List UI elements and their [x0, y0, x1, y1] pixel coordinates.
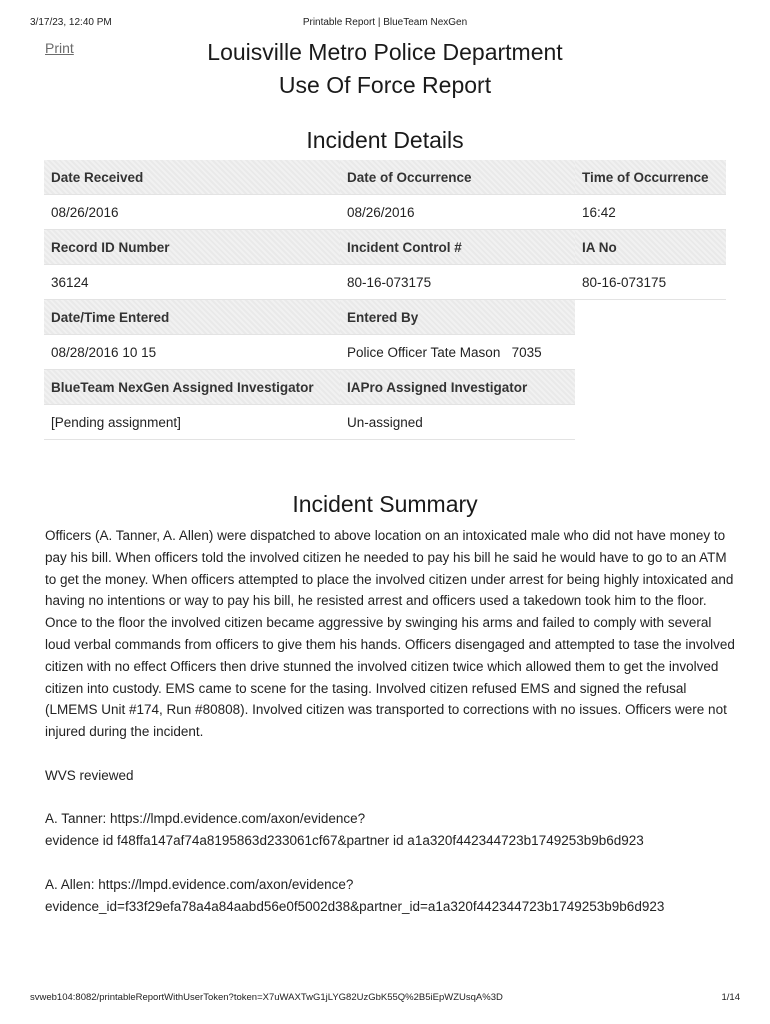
details-label-row — [44, 230, 726, 265]
empty-cell — [575, 405, 726, 440]
print-footer — [30, 992, 740, 1006]
print-url: svweb104:8082/printableReportWithUserToken?token=X7uWAXTwG1jLYG82UzGbK55Q%2B5iEpWZUsqA%3D — [30, 992, 503, 1003]
incident-details-title: Incident Details — [306, 127, 464, 153]
report-type: Use Of Force Report — [278, 72, 492, 98]
time-of-occurrence-value: 16:42 — [575, 195, 726, 230]
page-number: 1/14 — [721, 992, 740, 1003]
details-value-row — [44, 405, 726, 440]
department-name: Louisville Metro Police Department — [207, 39, 563, 65]
nexgen-investigator-value: [Pending assignment] — [44, 405, 340, 440]
details-label-row — [44, 300, 726, 335]
incident-summary-title: Incident Summary — [292, 491, 478, 517]
iapro-investigator-value: Un-assigned — [340, 405, 575, 440]
incident-details-table — [44, 160, 726, 440]
allen-evidence-ids: evidence_id=f33f29efa78a4a84aabd56e0f5002d38&partner_id=a1a320f442344723b1749253b9b6d923 — [45, 898, 665, 914]
empty-cell — [575, 370, 726, 405]
tanner-evidence-ids: evidence id f48ffa147af74a8195863d233061cf67&partner id a1a320f442344723b1749253b9b6d923 — [45, 833, 644, 849]
print-header — [30, 17, 740, 31]
empty-cell — [575, 335, 726, 370]
allen-evidence — [45, 874, 735, 918]
print-link[interactable]: Print — [45, 40, 74, 56]
date-time-entered-label: Date/Time Entered — [44, 300, 340, 335]
allen-evidence-url: A. Allen: https://lmpd.evidence.com/axon/evidence? — [45, 876, 354, 892]
details-value-row — [44, 265, 726, 300]
summary-narrative: Officers (A. Tanner, A. Allen) were dispatched to above location on an intoxicated male who did not have money to pay his bill. When officers told the involved citizen he needed to pay his bill he said he would have to go to an ATM to get the money. When officers attempted to place the involved citizen under arrest for being highly intoxicated and having no intentions or way to pay his bill, he resisted arrest and officers used a takedown took him to the floor. Once to the floor the involved citizen became aggressive by swinging his arms and failed to comply with several loud verbal commands from officers to give them his hands. Officers disengaged and attempted to tase the involved citizen with no effect Officers then drive stunned the involved citizen twice which allowed them to get the involved citizen into custody. EMS came to scene for the tasing. Involved citizen refused EMS and signed the refusal (LMEMS Unit #174, Run #80808). Involved citizen was transported to corrections with no issues. Officers were not injured during the incident. — [45, 528, 735, 740]
date-received-label: Date Received — [44, 160, 340, 195]
incident-summary — [45, 525, 735, 939]
print-date-time: 3/17/23, 12:40 PM — [30, 17, 112, 28]
time-of-occurrence-label: Time of Occurrence — [575, 160, 726, 195]
details-label-row — [44, 160, 726, 195]
incident-control-label: Incident Control # — [340, 230, 575, 265]
empty-cell — [575, 300, 726, 335]
tanner-evidence-url: A. Tanner: https://lmpd.evidence.com/axon/evidence? — [45, 811, 366, 827]
ia-no-value: 80-16-073175 — [575, 265, 726, 300]
entered-by-label: Entered By — [340, 300, 575, 335]
details-value-row — [44, 335, 726, 370]
date-of-occurrence-label: Date of Occurrence — [340, 160, 575, 195]
details-value-row — [44, 195, 726, 230]
ia-no-label: IA No — [575, 230, 726, 265]
record-id-label: Record ID Number — [44, 230, 340, 265]
tanner-evidence — [45, 808, 735, 852]
iapro-investigator-label: IAPro Assigned Investigator — [340, 370, 575, 405]
date-of-occurrence-value: 08/26/2016 — [340, 195, 575, 230]
entered-by-value: Police Officer Tate Mason 7035 — [340, 335, 575, 370]
wvs-reviewed: WVS reviewed — [45, 767, 134, 783]
report-heading — [0, 36, 770, 102]
incident-control-value: 80-16-073175 — [340, 265, 575, 300]
date-received-value: 08/26/2016 — [44, 195, 340, 230]
date-time-entered-value: 08/28/2016 10 15 — [44, 335, 340, 370]
print-page-title: Printable Report | BlueTeam NexGen — [302, 17, 468, 28]
details-label-row — [44, 370, 726, 405]
record-id-value: 36124 — [44, 265, 340, 300]
nexgen-investigator-label: BlueTeam NexGen Assigned Investigator — [44, 370, 340, 405]
